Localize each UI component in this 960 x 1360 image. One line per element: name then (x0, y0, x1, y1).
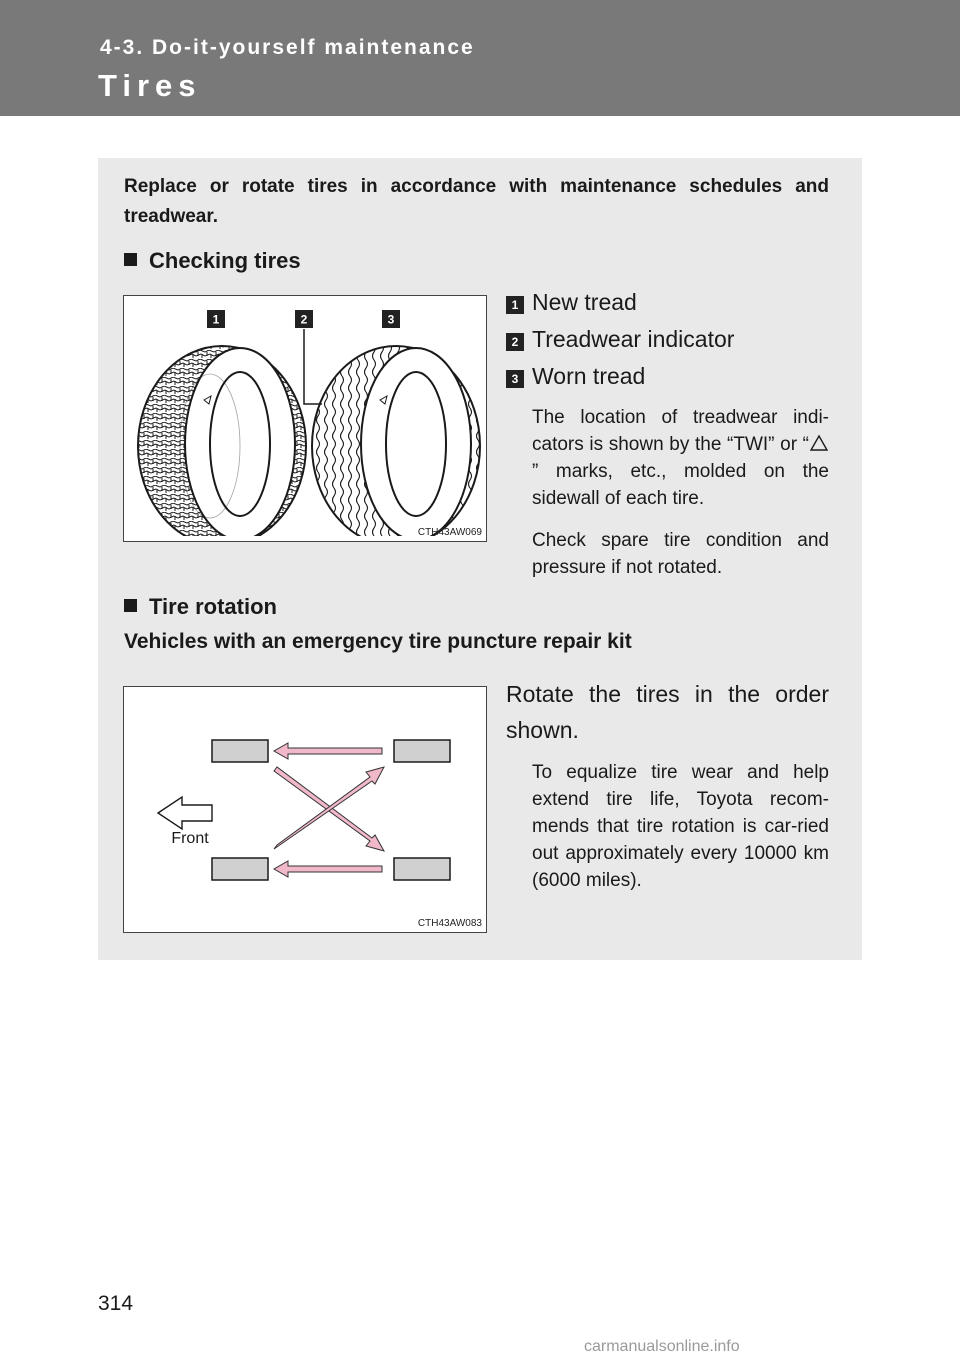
treadwear-note-post: ” marks, etc., molded on the sidewall of each tire. (532, 461, 829, 509)
callout-1 (207, 310, 225, 328)
callout-3-label: 3 (387, 312, 395, 327)
checking-tires-heading (124, 248, 301, 274)
square-bullet-icon (124, 253, 137, 266)
tire-rotation-heading (124, 594, 277, 620)
tire-tread-figure (123, 295, 487, 542)
rotation-note: To equalize tire wear and help extend tire life, Toyota recom-mends that tire rotation is car-ried out approximately every 10000 km (6000 miles). (532, 762, 829, 891)
legend-num-1: 1 (506, 296, 524, 314)
legend-label-2: Treadwear indicator (532, 326, 735, 352)
arrow-rear-to-front-top (274, 743, 382, 759)
front-label: Front (171, 830, 209, 847)
tire-rear-right (394, 858, 450, 880)
figure-code-2: CTH43AW083 (417, 918, 482, 929)
callout-2-label: 2 (300, 312, 308, 327)
checking-tires-heading-text: Checking tires (149, 248, 301, 273)
legend-new-tread (506, 289, 637, 316)
square-bullet-icon (124, 599, 137, 612)
legend-label-1: New tread (532, 289, 637, 315)
treadwear-note (532, 404, 829, 512)
treadwear-note-pre: The location of treadwear indi-cators is shown by the “TWI” or “ (532, 407, 829, 455)
tire-front-right (212, 858, 268, 880)
intro-text: Replace or rotate tires in accordance with maintenance schedules and treadwear. (124, 176, 829, 227)
page-title: Tires (98, 68, 202, 103)
tire-rotation-diagram (124, 687, 486, 932)
arrow-rear-to-front-bottom (274, 861, 382, 877)
legend-num-2: 2 (506, 333, 524, 351)
page-number: 314 (98, 1292, 134, 1315)
section-label: 4-3. Do-it-yourself maintenance (100, 36, 475, 59)
watermark: carmanualsonline.info (584, 1338, 740, 1355)
legend-label-3: Worn tread (532, 363, 646, 389)
callout-3 (382, 310, 400, 328)
triangle-mark-icon (809, 434, 829, 452)
tire-rear-left (394, 740, 450, 762)
tire-front-left (212, 740, 268, 762)
rotation-instruction: Rotate the tires in the order shown. (506, 681, 829, 743)
page-header (0, 0, 960, 116)
legend-treadwear-indicator (506, 326, 734, 353)
rotation-subheading: Vehicles with an emergency tire puncture repair kit (124, 630, 632, 653)
figure-code-1: CTH43AW069 (417, 527, 482, 538)
tire-rotation-heading-text: Tire rotation (149, 594, 277, 619)
tire-rotation-figure (123, 686, 487, 933)
legend-worn-tread (506, 363, 645, 390)
spare-tire-note: Check spare tire condition and pressure if not rotated. (532, 530, 829, 578)
callout-1-label: 1 (212, 312, 220, 327)
legend-num-3: 3 (506, 370, 524, 388)
tire-tread-illustration (124, 296, 486, 541)
front-direction-arrow-icon (158, 797, 212, 829)
indicator-callout-line (304, 329, 322, 404)
callout-2 (295, 310, 313, 328)
